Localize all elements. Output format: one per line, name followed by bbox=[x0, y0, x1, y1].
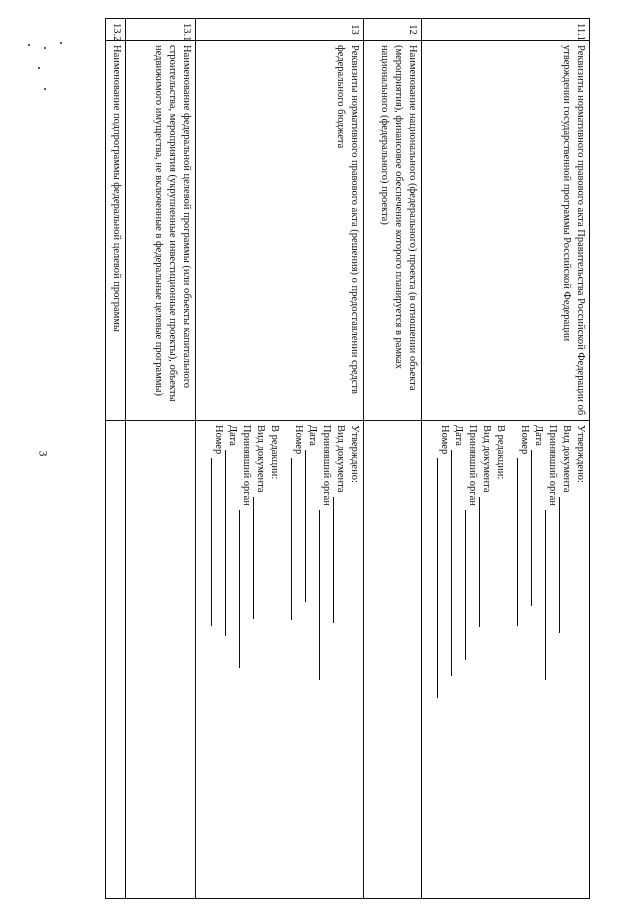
empty-value-cell bbox=[364, 421, 422, 899]
doc-type-field[interactable]: Вид документа bbox=[479, 425, 493, 894]
table-row-11-1 bbox=[422, 19, 590, 899]
page-number: 3 bbox=[36, 450, 51, 457]
date-field[interactable]: Дата bbox=[225, 425, 239, 894]
date-field[interactable]: Дата bbox=[451, 425, 465, 894]
number-field[interactable]: Номер bbox=[291, 425, 305, 894]
row-label: Реквизиты нормативного правового акта Правительства Российской Федерации об утверждении государственной программы Российской Федерации bbox=[422, 41, 590, 421]
doc-type-field[interactable]: Вид документа bbox=[253, 425, 267, 894]
row-label: Реквизиты нормативного правового акта (решения) о предоставлении средств федерального бюджета bbox=[196, 41, 364, 421]
date-field[interactable]: Дата bbox=[531, 425, 545, 894]
row-number: 11.1 bbox=[422, 19, 590, 41]
table-row-13 bbox=[196, 19, 364, 899]
rotated-form-table bbox=[90, 18, 590, 898]
form-table bbox=[105, 18, 590, 899]
row-number: 12 bbox=[364, 19, 422, 41]
empty-value-cell bbox=[106, 421, 126, 899]
issuing-body-field[interactable]: Принявший орган bbox=[239, 425, 253, 894]
row-number: 13.2 bbox=[106, 19, 126, 41]
approved-heading: Утверждено: bbox=[349, 425, 360, 483]
row-label: Наименование подпрограммы федеральной целевой программы bbox=[106, 41, 126, 421]
table-row-13-2 bbox=[106, 19, 126, 899]
doc-type-field[interactable]: Вид документа bbox=[559, 425, 573, 894]
issuing-body-field[interactable]: Принявший орган bbox=[545, 425, 559, 894]
issuing-body-field[interactable]: Принявший орган bbox=[465, 425, 479, 894]
doc-type-field[interactable]: Вид документа bbox=[333, 425, 347, 894]
number-field[interactable]: Номер bbox=[211, 425, 225, 894]
row-number: 13 bbox=[196, 19, 364, 41]
table-row-12 bbox=[364, 19, 422, 899]
number-field[interactable]: Номер bbox=[517, 425, 531, 894]
number-field[interactable]: Номер bbox=[437, 425, 451, 894]
edited-heading: В редакции: bbox=[268, 425, 280, 480]
approved-heading: Утверждено: bbox=[575, 425, 586, 483]
table-row-13-1 bbox=[126, 19, 196, 899]
issuing-body-field[interactable]: Принявший орган bbox=[319, 425, 333, 894]
row-number: 13.1 bbox=[126, 19, 196, 41]
edited-heading: В редакции: bbox=[494, 425, 506, 480]
date-field[interactable]: Дата bbox=[305, 425, 319, 894]
row-label: Наименование национального (федерального) проекта (в отношении объекта (мероприятия), финансовое обеспечение которого планируется в рамках национального (федерального) проекта) bbox=[364, 41, 422, 421]
requisites-cell bbox=[196, 421, 364, 899]
row-label: Наименование федеральной целевой программы (или объекты капитального строительства, мероприятия (укрупненные инвестиционные проекты), объекты недвижимого имущества, не включенные в федеральные целевые программы) bbox=[126, 41, 196, 421]
empty-value-cell bbox=[126, 421, 196, 899]
requisites-cell bbox=[422, 421, 590, 899]
